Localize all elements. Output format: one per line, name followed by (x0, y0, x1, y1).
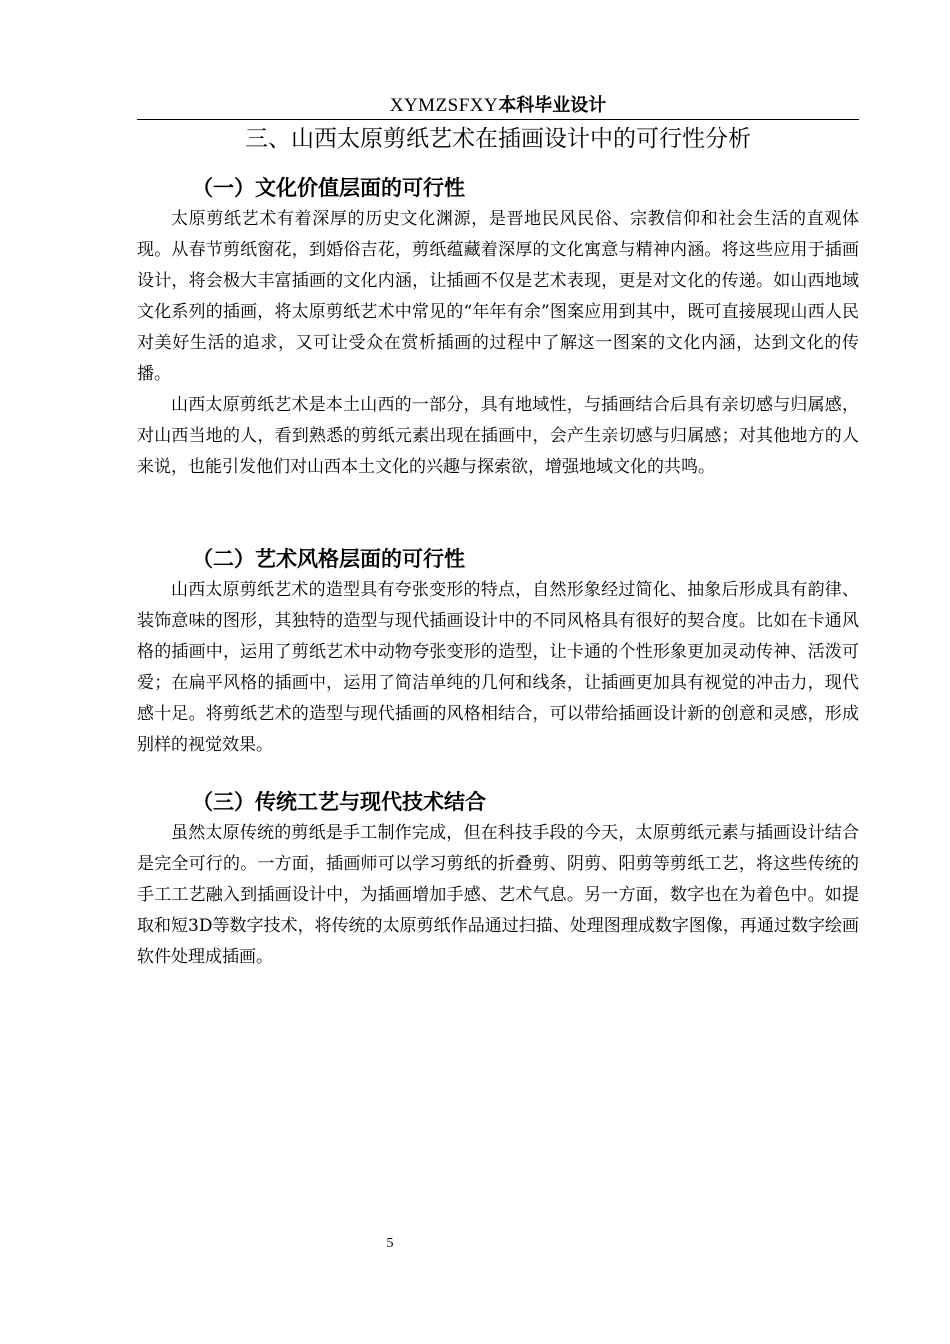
header-title: 本科毕业设计 (498, 95, 607, 116)
paragraph: 山西太原剪纸艺术的造型具有夸张变形的特点，自然形象经过简化、抽象后形成具有韵律、装饰意味的图形，其独特的造型与现代插画设计中的不同风格具有很好的契合度。比如在卡通风格的插画中，运用了剪纸艺术中动物夸张变形的造型，让卡通的个性形象更加灵动传神、活泼可爱；在扁平风格的插画中，运用了简洁单纯的几何和线条，让插画更加具有视觉的冲击力，现代感十足。将剪纸艺术的造型与现代插画的风格相结合，可以带给插画设计新的创意和灵感，形成别样的视觉效果。 (137, 580, 859, 755)
header-code: XYMZSFXY (389, 95, 499, 116)
page-number: 5 (386, 1236, 394, 1251)
section-heading: （三）传统工艺与现代技术结合 (192, 790, 486, 814)
running-header (137, 92, 859, 119)
paragraph: 虽然太原传统的剪纸是手工制作完成，但在科技手段的今天，太原剪纸元素与插画设计结合是完全可行的。一方面，插画师可以学习剪纸的折叠剪、阴剪、阳剪等剪纸工艺，将这些传统的手工工艺融入到插画设计中，为插画增加手感、艺术气息。另一方面，数字也在为着色中。如提取和短3D等数字技术，将传统的太原剪纸作品通过扫描、处理图理成数字图像，再通过数字绘画软件处理成插画。 (137, 823, 859, 967)
section-artistic-style (137, 543, 859, 761)
section-craft-and-technology (137, 786, 859, 973)
paragraph: 山西太原剪纸艺术是本土山西的一部分，具有地域性，与插画结合后具有亲切感与归属感，对山西当地的人，看到熟悉的剪纸元素出现在插画中，会产生亲切感与归属感；对其他地方的人来说，也能引发他们对山西本土文化的兴趣与探索欲，增强地域文化的共鸣。 (137, 395, 859, 477)
section-heading: （二）艺术风格层面的可行性 (192, 547, 465, 571)
section-heading: （一）文化价值层面的可行性 (192, 176, 465, 200)
chapter-title: 三、山西太原剪纸艺术在插画设计中的可行性分析 (245, 126, 751, 152)
section-cultural-value (137, 172, 859, 483)
header-rule (137, 119, 859, 120)
paragraph: 太原剪纸艺术有着深厚的历史文化渊源，是晋地民风民俗、宗教信仰和社会生活的直观体现。从春节剪纸窗花，到婚俗吉花，剪纸蕴藏着深厚的文化寓意与精神内涵。将这些应用于插画设计，将会极大丰富插画的文化内涵，让插画不仅是艺术表现，更是对文化的传递。如山西地域文化系列的插画，将太原剪纸艺术中常见的“年年有余”图案应用到其中，既可直接展现山西人民对美好生活的追求，又可让受众在赏析插画的过程中了解这一图案的文化内涵，达到文化的传播。 (137, 209, 859, 384)
